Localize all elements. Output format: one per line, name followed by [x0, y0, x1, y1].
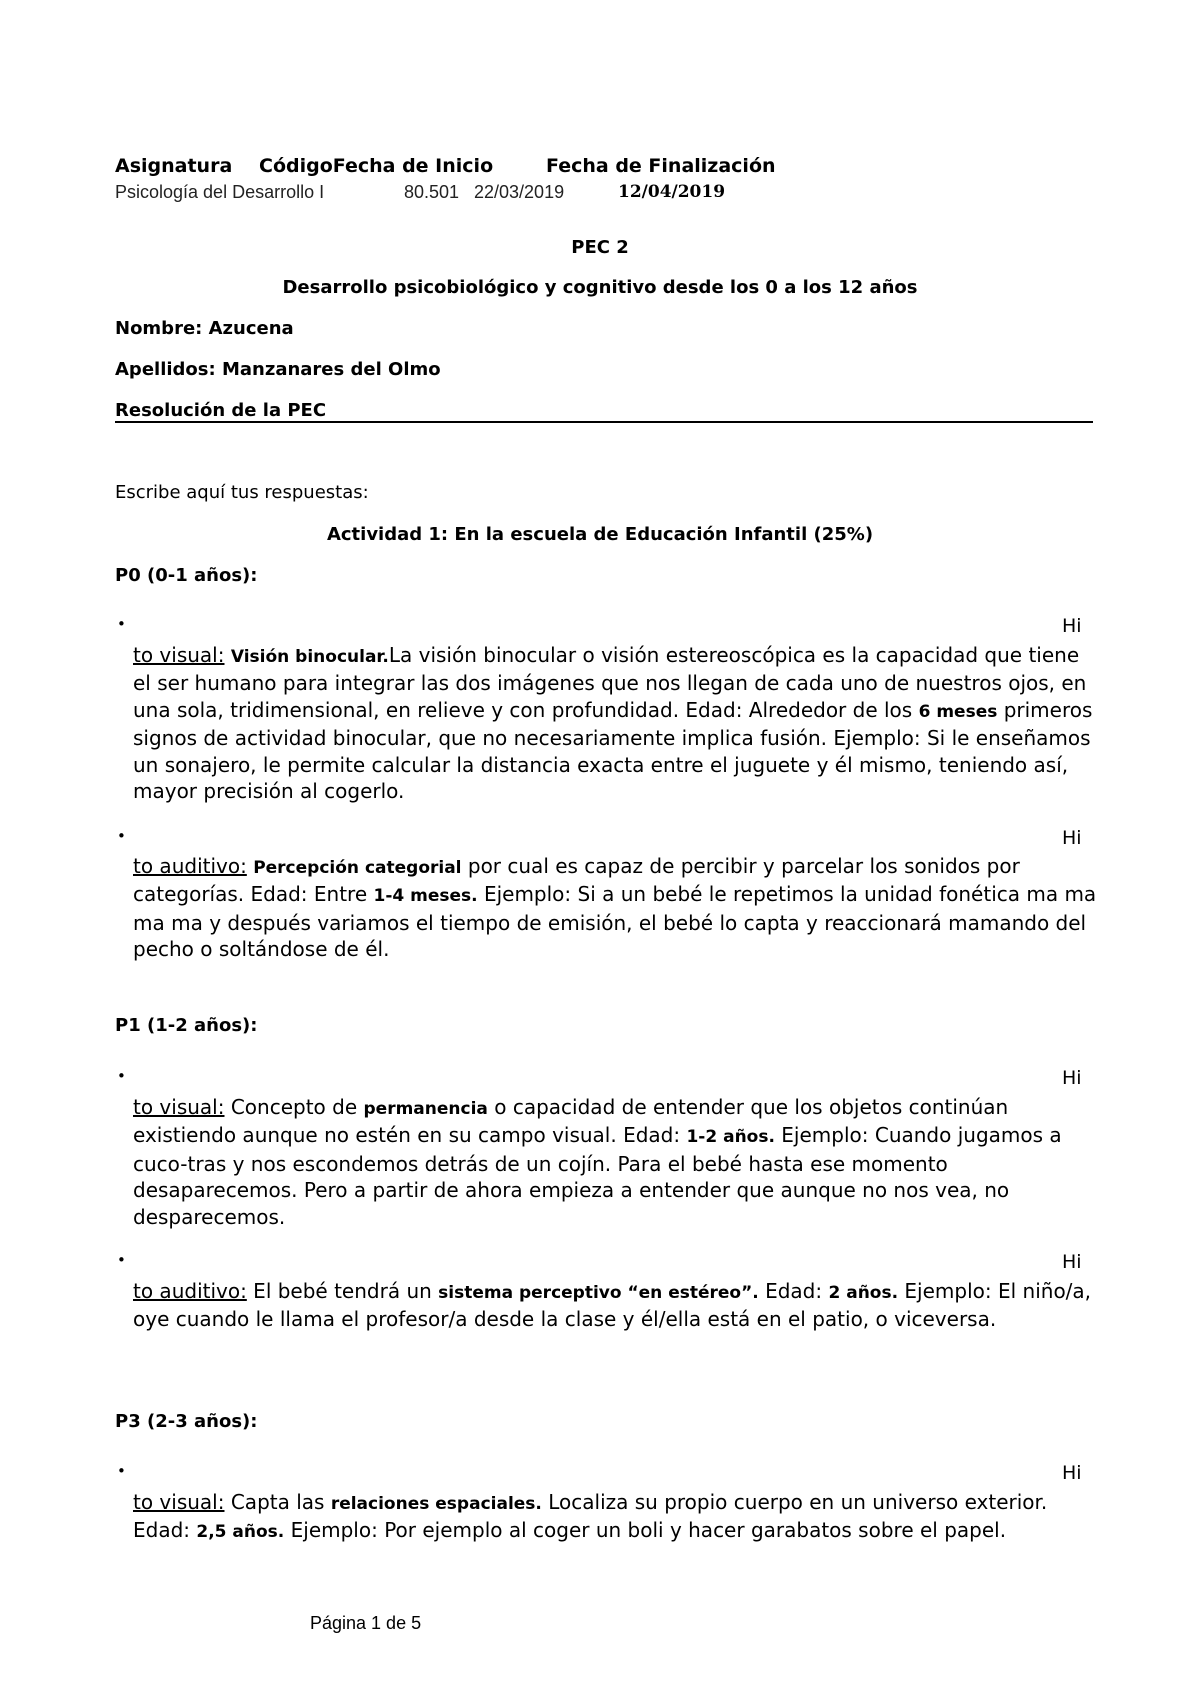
item-lead: to auditivo: [133, 854, 247, 878]
item-lead: to visual: [133, 643, 225, 667]
item-lead: to auditivo: [133, 1279, 247, 1303]
bullet-point: • [117, 1067, 126, 1085]
bullet-point: • [117, 1251, 126, 1269]
item-keyword: Percepción categorial [253, 858, 462, 878]
item-keyword: 2 años. [828, 1283, 899, 1303]
page-title: PEC 2 [571, 237, 629, 258]
item-keyword: 1-2 años. [686, 1127, 775, 1148]
header-label-end: Fecha de Finalización [546, 155, 776, 177]
item-lead: to visual: [133, 1490, 225, 1514]
item-keyword: relaciones espaciales. [330, 1494, 542, 1514]
page-subtitle: Desarrollo psicobiológico y cognitivo desde los 0 a los 12 años [282, 277, 918, 298]
page-number: Página 1 de 5 [310, 1613, 422, 1633]
item-keyword: 1-4 meses. [373, 886, 478, 907]
item-keyword: 2,5 años. [196, 1522, 285, 1543]
section-heading-p0: P0 (0-1 años): [115, 565, 258, 586]
header-value-end: 12/04/2019 [618, 182, 726, 202]
header-value-subject: Psicología del Desarrollo I [115, 182, 325, 202]
section-heading-p1: P1 (1-2 años): [115, 1015, 258, 1036]
header-label-subject: Asignatura [115, 155, 233, 177]
header-label-code-start: CódigoFecha de Inicio [259, 155, 494, 177]
student-name: Nombre: Azucena [115, 318, 294, 339]
item-marker: Hi [1062, 827, 1082, 849]
list-item-p1-auditivo: to auditivo: El bebé tendrá un sistema perceptivo “en estéreo”. Edad: 2 años. Ejemplo: El niño/a, oye cuando le llama el profesor/a desde la clase y él/ella está en el patio, o viceversa. [133, 1279, 1092, 1332]
list-item-p0-auditivo: to auditivo: Percepción categorial por cual es capaz de percibir y parcelar los sonidos por categorías. Edad: Entre 1-4 meses. Ejemplo: Si a un bebé le repetimos la unidad fonética ma ma ma ma y después variamos el tiempo de emisión, el bebé lo capta y reaccionará mamando del pecho o soltándose de él. [133, 854, 1097, 962]
activity-heading: Actividad 1: En la escuela de Educación Infantil (25%) [326, 524, 874, 545]
bullet-point: • [117, 615, 126, 633]
list-item-p0-visual: to visual: Visión binocular.La visión binocular o visión estereoscópica es la capacidad que tiene el ser humano para integrar las dos imágenes que nos llegan de cada uno de nuestros ojos, en una sola, tridimensional, en relieve y con profundidad. Edad: Alrededor de los 6 meses primeros signos de actividad binocular, que no necesariamente implica fusión. Ejemplo: Si le enseñamos un sonajero, le permite calcular la distancia exacta entre el juguete y él mismo, teniendo así, mayor precisión al cogerlo. [133, 643, 1093, 804]
item-keyword: 6 meses [918, 701, 998, 722]
list-item-p3-visual: to visual: Capta las relaciones espaciales. Localiza su propio cuerpo en un universo exterior. Edad: 2,5 años. Ejemplo: Por ejemplo al coger un boli y hacer garabatos sobre el papel. [133, 1490, 1048, 1543]
resolution-heading: Resolución de la PEC [115, 400, 327, 421]
student-surnames: Apellidos: Manzanares del Olmo [115, 359, 441, 380]
item-marker: Hi [1062, 1251, 1082, 1273]
item-keyword: sistema perceptivo “en estéreo”. [438, 1283, 759, 1303]
instructions-text: Escribe aquí tus respuestas: [115, 482, 369, 503]
header-value-code: 80.501 [404, 182, 460, 202]
item-lead: to visual: [133, 1095, 225, 1119]
item-marker: Hi [1062, 1067, 1082, 1089]
list-item-p1-visual: to visual: Concepto de permanencia o capacidad de entender que los objetos continúan existiendo aunque no estén en su campo visual. Edad: 1-2 años. Ejemplo: Cuando jugamos a cuco-tras y nos escondemos detrás de un cojín. Para el bebé hasta ese momento desaparecemos. Pero a partir de ahora empieza a entender que aunque no nos vea, no desparecemos. [133, 1095, 1062, 1229]
bullet-point: • [117, 1462, 126, 1480]
section-divider [115, 421, 1093, 423]
item-keyword: Visión binocular. [230, 647, 389, 667]
item-keyword: permanencia [363, 1099, 488, 1119]
bullet-point: • [117, 827, 126, 845]
section-heading-p3: P3 (2-3 años): [115, 1411, 258, 1432]
item-marker: Hi [1062, 615, 1082, 637]
item-marker: Hi [1062, 1462, 1082, 1484]
header-value-start: 22/03/2019 [474, 182, 565, 202]
